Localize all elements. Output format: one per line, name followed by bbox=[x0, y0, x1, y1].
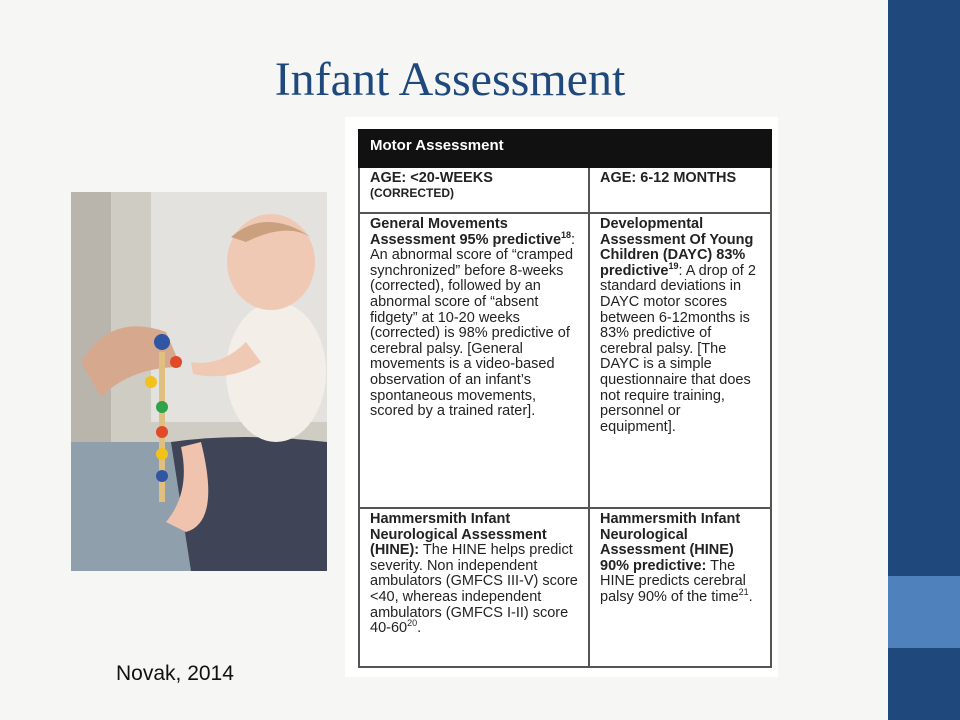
sidebar-band bbox=[888, 0, 960, 720]
cell-text-end: . bbox=[748, 588, 753, 605]
age-header-under-20-weeks bbox=[359, 167, 589, 213]
cell-text: : An abnormal score of “cramped synchronized” before 8-weeks (corrected), followed by an abnormal score of “absent fidgety” at 10-20 weeks (corrected) is 98% predictive of cerebral palsy. [General movements is a video-based observation of an infant’s spontaneous movements, scored by a trained rater]. bbox=[370, 231, 576, 420]
reference-number: 21 bbox=[738, 587, 749, 598]
reference-number: 20 bbox=[407, 618, 418, 629]
age-header-6-12-months bbox=[589, 167, 771, 213]
sidebar-accent-block bbox=[888, 576, 960, 648]
infant-photo bbox=[71, 192, 327, 571]
cell-text: The HINE predicts cerebral palsy 90% of the time bbox=[600, 557, 746, 605]
age-label: AGE: <20-WEEKS bbox=[370, 170, 493, 186]
reference-number: 18 bbox=[561, 229, 572, 240]
cell-heading: General Movements Assessment 95% predictive bbox=[370, 216, 562, 248]
age-label: AGE: 6-12 MONTHS bbox=[600, 170, 737, 186]
motor-assessment-table bbox=[345, 117, 778, 677]
hine-severity-cell bbox=[359, 508, 589, 667]
cell-text: The HINE helps predict severity. Non independent ambulators (GMFCS III-V) score <40, whereas independent ambulators (GMFCS I-II) score 40-60 bbox=[370, 542, 578, 637]
cell-heading: Hammersmith Infant Neurological Assessment (HINE): bbox=[370, 511, 547, 559]
cell-text-end: . bbox=[417, 620, 422, 637]
dayc-cell bbox=[589, 213, 771, 508]
slide-title: Infant Assessment bbox=[274, 53, 626, 106]
general-movements-cell bbox=[359, 213, 589, 508]
cell-text: : A drop of 2 standard deviations in DAYC motor scores between 6-12months is 83% predictive of cerebral palsy. [The DAYC is a simple questionnaire that does not require training, personnel or equipment]. bbox=[600, 262, 756, 435]
reference-number: 19 bbox=[668, 260, 679, 271]
table-header: Motor Assessment bbox=[359, 130, 771, 167]
cell-heading: Developmental Assessment Of Young Children (DAYC) 83% predictive bbox=[600, 216, 754, 279]
citation: Novak, 2014 bbox=[116, 662, 234, 685]
hine-predictive-cell bbox=[589, 508, 771, 667]
age-sublabel: (CORRECTED) bbox=[370, 186, 454, 200]
cell-heading: Hammersmith Infant Neurological Assessment (HINE) 90% predictive: bbox=[600, 511, 741, 574]
